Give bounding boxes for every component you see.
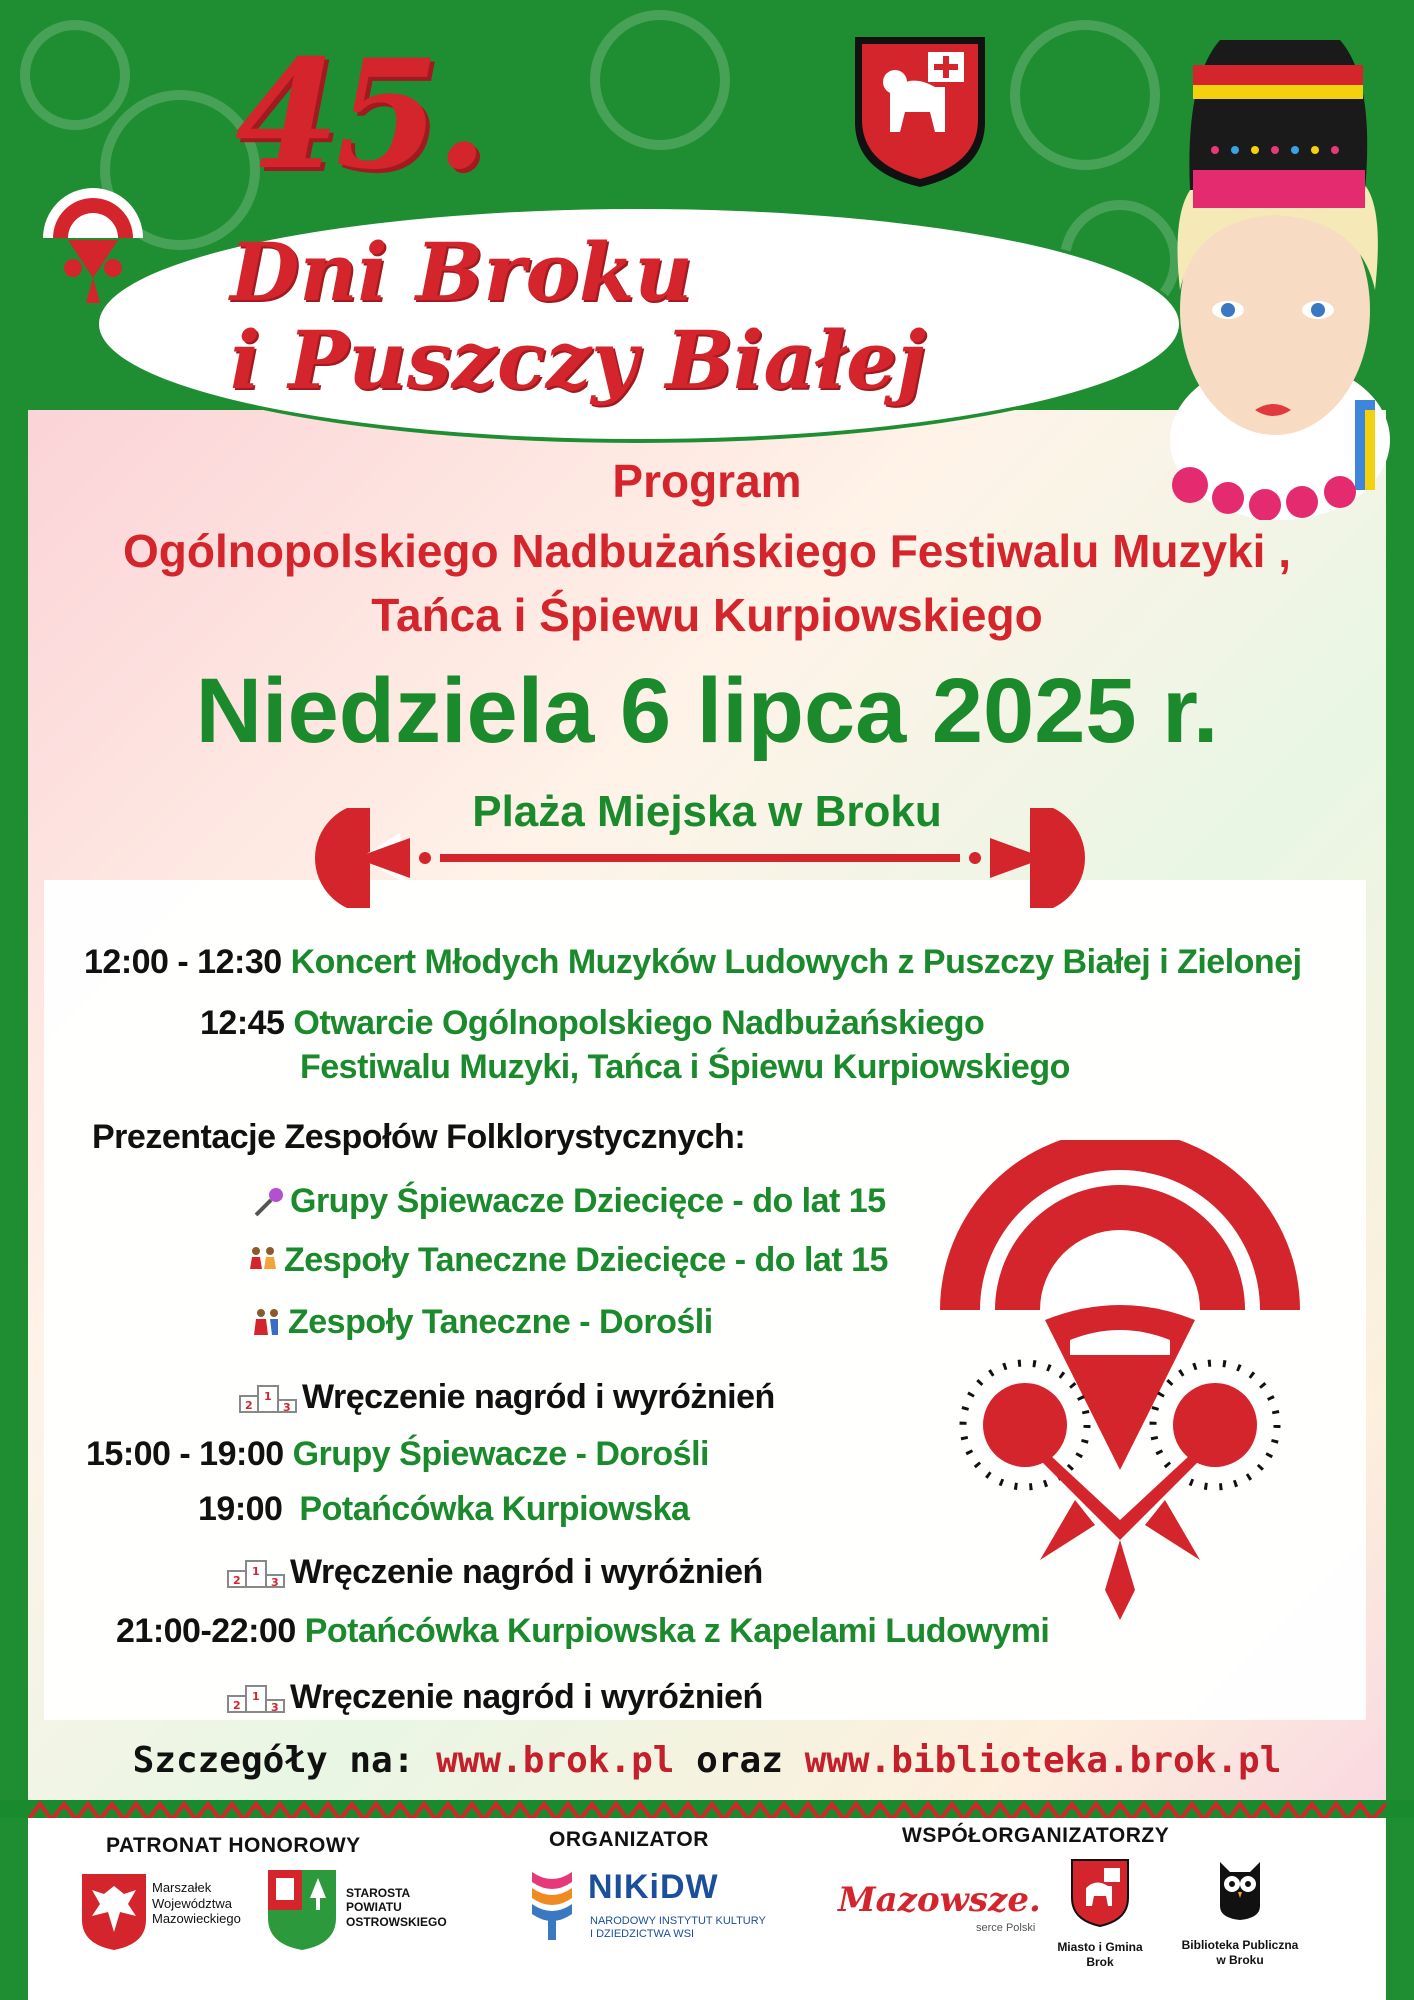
presentation-text: Grupy Śpiewacze Dziecięce - do lat 15 (290, 1182, 886, 1220)
svg-text:3: 3 (271, 1576, 279, 1589)
event-date: Niedziela 6 lipca 2025 r. (195, 660, 1219, 762)
schedule-time: 12:45 (200, 1004, 285, 1042)
podium-icon (238, 1382, 298, 1414)
website-link-biblioteka[interactable]: www.biblioteka.brok.pl (804, 1740, 1282, 1781)
biblioteka-line: w Broku (1216, 1953, 1264, 1967)
brok-coat-of-arms-small-icon (1070, 1858, 1130, 1928)
presentations-heading-text: Prezentacje Zespołów Folklorystycznych: (92, 1118, 746, 1156)
details-prefix: Szczegóły na: (132, 1740, 415, 1781)
marszalek-line: Województwa (152, 1895, 232, 1911)
biblioteka-label (1180, 1938, 1300, 1968)
schedule-time: 21:00-22:00 (116, 1612, 296, 1650)
website-link-brok[interactable]: www.brok.pl (436, 1740, 675, 1781)
presentation-item-3 (250, 1305, 713, 1339)
nikidw-logo-icon (528, 1862, 576, 1942)
svg-text:1: 1 (264, 1390, 272, 1403)
title-line-2: i Puszczy Białej (230, 313, 926, 407)
award-row-3 (226, 1680, 763, 1714)
presentation-text: Zespoły Taneczne - Dorośli (288, 1303, 713, 1341)
owl-library-logo-icon (1212, 1856, 1268, 1922)
marszalek-line: Mazowieckiego (152, 1911, 241, 1927)
starosta-line: STAROSTA (346, 1886, 411, 1900)
brok-coat-of-arms-icon (850, 32, 990, 192)
nikidw-line: NARODOWY INSTYTUT KULTURY (590, 1915, 766, 1927)
podium-icon (226, 1557, 286, 1589)
mazowsze-tagline: serce Polski (976, 1922, 1036, 1934)
biblioteka-line: Biblioteka Publiczna (1181, 1938, 1299, 1952)
schedule-row-4 (198, 1492, 689, 1526)
svg-text:2: 2 (233, 1574, 241, 1587)
nikidw-line: I DZIEDZICTWA WSI (590, 1928, 695, 1941)
folk-divider-icon (300, 808, 1100, 908)
svg-text:2: 2 (245, 1399, 253, 1412)
patronat-heading: PATRONAT HONOROWY (106, 1834, 361, 1857)
award-text: Wręczenie nagród i wyróżnień (302, 1378, 775, 1416)
schedule-time: 19:00 (198, 1490, 283, 1528)
ostrowski-county-emblem-icon (266, 1868, 338, 1952)
presentation-item-1 (252, 1184, 886, 1218)
organizator-heading: ORGANIZATOR (549, 1828, 709, 1851)
svg-text:3: 3 (271, 1701, 279, 1714)
schedule-event: Koncert Młodych Muzyków Ludowych z Puszczy Białej i Zielonej (290, 943, 1302, 981)
marszalek-label (152, 1880, 241, 1927)
starosta-label (346, 1886, 447, 1929)
details-conjunction: oraz (696, 1740, 783, 1781)
title-line-1: Dni Broku (230, 225, 693, 319)
mazowsze-logo: Mazowsze. (838, 1880, 1041, 1920)
microphone-icon (252, 1186, 286, 1218)
schedule-time: 15:00 - 19:00 (86, 1435, 284, 1473)
svg-text:1: 1 (252, 1565, 260, 1578)
nikidw-name: NIKiDW (588, 1868, 719, 1906)
schedule-event: Festiwalu Muzyki, Tańca i Śpiewu Kurpiowskiego (300, 1048, 1070, 1086)
presentation-text: Zespoły Taneczne Dziecięce - do lat 15 (284, 1241, 888, 1279)
nikidw-fullname (590, 1915, 766, 1941)
details-line (0, 1740, 1414, 1781)
schedule-row-5 (116, 1614, 1049, 1648)
schedule-event: Potańcówka Kurpiowska (299, 1490, 690, 1528)
miasto-line: Brok (1086, 1955, 1114, 1969)
program-line-3: Tańca i Śpiewu Kurpiowskiego (371, 589, 1043, 641)
schedule-row-1 (84, 945, 1302, 979)
schedule-row-2 (200, 1006, 984, 1040)
svg-text:1: 1 (252, 1690, 260, 1703)
dancing-children-icon (246, 1245, 280, 1277)
award-row-2 (226, 1555, 763, 1589)
miasto-line: Miasto i Gmina (1057, 1940, 1143, 1954)
schedule-time: 12:00 - 12:30 (84, 943, 282, 981)
decor-circle (20, 20, 130, 130)
svg-text:2: 2 (233, 1699, 241, 1712)
schedule-event: Otwarcie Ogólnopolskiego Nadbużańskiego (293, 1004, 985, 1042)
edition-number: 45. (235, 27, 484, 203)
schedule-event: Potańcówka Kurpiowska z Kapelami Ludowymi (304, 1612, 1050, 1650)
schedule-event: Grupy Śpiewacze - Dorośli (292, 1435, 709, 1473)
decor-circle (590, 10, 730, 150)
award-text: Wręczenie nagród i wyróżnień (290, 1678, 763, 1716)
presentation-item-2 (246, 1243, 888, 1277)
starosta-line: POWIATU (346, 1900, 402, 1915)
svg-text:3: 3 (283, 1401, 291, 1414)
schedule-row-3 (86, 1437, 709, 1471)
marszalek-line: Marszałek (152, 1880, 212, 1895)
event-place: Plaża Miejska w Broku (472, 787, 942, 836)
award-row-1 (238, 1380, 775, 1414)
miasto-label (1040, 1940, 1160, 1970)
starosta-line: OSTROWSKIEGO (346, 1914, 447, 1929)
wspolorganizatorzy-heading: WSPÓŁORGANIZATORZY (902, 1824, 1170, 1847)
kurpie-girl-illustration-icon (1160, 20, 1390, 520)
program-line-2: Ogólnopolskiego Nadbużańskiego Festiwalu Muzyki , (122, 525, 1292, 577)
podium-icon (226, 1682, 286, 1714)
decor-circle (1010, 20, 1160, 170)
footer-frame-left (0, 1818, 28, 2000)
dancing-couple-icon (250, 1307, 284, 1339)
award-text: Wręczenie nagród i wyróżnień (290, 1553, 763, 1591)
kurpie-folk-motif-icon (920, 1140, 1320, 1620)
mazowieckie-eagle-emblem-icon (80, 1872, 148, 1952)
footer-frame-right (1386, 1818, 1414, 2000)
program-line-1: Program (612, 455, 802, 507)
schedule-row-2b (300, 1050, 1070, 1084)
presentations-heading (92, 1120, 745, 1154)
